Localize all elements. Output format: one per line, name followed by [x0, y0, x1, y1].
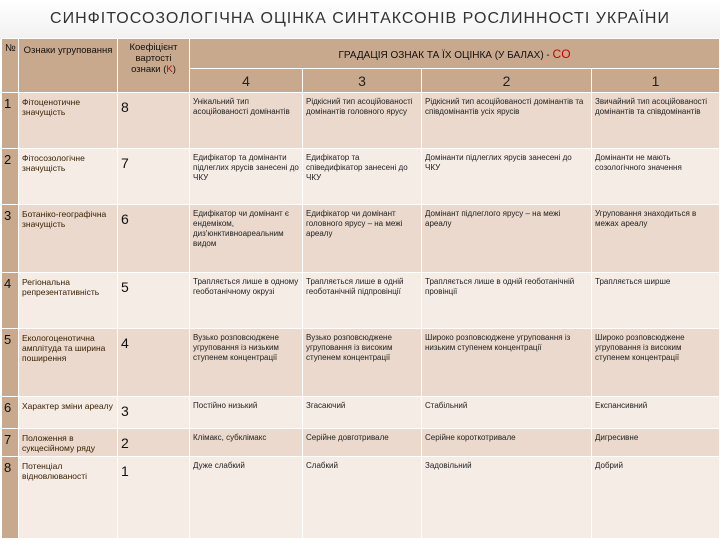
- row-coefficient: 3: [118, 397, 190, 429]
- row-score-4: Постійно низький: [190, 397, 303, 429]
- row-score-3: Рідкісний тип асоційованості домінантів головного ярусу: [303, 93, 422, 149]
- row-criterion: Потенціал відновлюваності: [19, 457, 118, 539]
- row-number: 5: [2, 329, 19, 397]
- table-row: [2, 397, 720, 429]
- row-score-3: Слабкий: [303, 457, 422, 539]
- table-row: [2, 329, 720, 397]
- row-score-1: Звичайний тип асоційованості домінантів та співдомінантів: [592, 93, 720, 149]
- row-score-3: Вузько розповсюджене угруповання із високим ступенем концентрації: [303, 329, 422, 397]
- row-criterion: Регіональна репрезентативність: [19, 273, 118, 329]
- score-header-1: 1: [592, 69, 720, 93]
- row-coefficient: 4: [118, 329, 190, 397]
- row-score-3: Згасаючий: [303, 397, 422, 429]
- row-score-1: Трапляється ширше: [592, 273, 720, 329]
- row-score-4: Едифікатор та домінанти підлеглих ярусів занесені до ЧКУ: [190, 149, 303, 205]
- row-criterion: Фітосозологічне значущість: [19, 149, 118, 205]
- table-row: [2, 93, 720, 149]
- header-coefficient-open: (: [163, 64, 167, 75]
- score-header-3: 3: [303, 69, 422, 93]
- row-score-4: Дуже слабкий: [190, 457, 303, 539]
- row-score-4: Едифікатор чи домінант є ендеміком, диз'юнктивноареальним видом: [190, 205, 303, 273]
- row-score-4: Вузько розповсюджене угруповання із низьким ступенем концентрації: [190, 329, 303, 397]
- row-number: 1: [2, 93, 19, 149]
- header-gradation: [190, 39, 720, 69]
- row-score-4: Клімакс, субклімакс: [190, 429, 303, 457]
- header-coefficient: [118, 39, 190, 93]
- row-number: 6: [2, 397, 19, 429]
- table-row: [2, 273, 720, 329]
- score-header-4: 4: [190, 69, 303, 93]
- row-score-1: Домінанти не мають созологічного значення: [592, 149, 720, 205]
- row-coefficient: 6: [118, 205, 190, 273]
- row-criterion: Характер зміни ареалу: [19, 397, 118, 429]
- row-coefficient: 7: [118, 149, 190, 205]
- table-row: [2, 205, 720, 273]
- row-number: 2: [2, 149, 19, 205]
- row-criterion: Екологоценотична амплітуда та ширина поширення: [19, 329, 118, 397]
- table-row: [2, 429, 720, 457]
- header-coefficient-text: Коефіцієнт вартості ознаки: [129, 42, 178, 75]
- row-score-1: Широко розповсюджене угруповання із високим ступенем концентрації: [592, 329, 720, 397]
- row-score-1: Добрий: [592, 457, 720, 539]
- row-criterion: Положення в сукцесійному ряду: [19, 429, 118, 457]
- score-header-2: 2: [422, 69, 592, 93]
- header-coefficient-k: K: [166, 64, 173, 75]
- header-row: [2, 39, 720, 69]
- row-number: 8: [2, 457, 19, 539]
- row-coefficient: 8: [118, 93, 190, 149]
- row-number: 7: [2, 429, 19, 457]
- row-score-1: Дигресивне: [592, 429, 720, 457]
- row-score-3: Едифікатор чи домінант головного ярусу – на межі ареалу: [303, 205, 422, 273]
- row-criterion: Фітоценотичне значущість: [19, 93, 118, 149]
- header-gradation-text: ГРАДАЦІЯ ОЗНАК ТА ЇХ ОЦІНКА (У БАЛАХ) -: [338, 49, 550, 61]
- row-score-2: Задовільний: [422, 457, 592, 539]
- row-score-2: Серійне короткотривале: [422, 429, 592, 457]
- row-score-2: Широко розповсюджене угруповання із низьким ступенем концентрації: [422, 329, 592, 397]
- row-criterion: Ботаніко-географічна значущість: [19, 205, 118, 273]
- evaluation-table: [1, 38, 720, 539]
- row-score-2: Домінанти підлеглих ярусів занесені до ЧКУ: [422, 149, 592, 205]
- row-score-2: Домінант підлеглого ярусу – на межі ареалу: [422, 205, 592, 273]
- header-gradation-code: CO: [552, 46, 571, 61]
- page-title: СИНФІТОСОЗОЛОГІЧНА ОЦІНКА СИНТАКСОНІВ РОСЛИННОСТІ УКРАЇНИ: [50, 10, 670, 27]
- row-score-2: Рідкісний тип асоційованості домінантів та співдомінантів усіх ярусів: [422, 93, 592, 149]
- row-score-2: Трапляється лише в одній геоботанічній провінції: [422, 273, 592, 329]
- row-number: 3: [2, 205, 19, 273]
- row-coefficient: 5: [118, 273, 190, 329]
- table-row: [2, 457, 720, 539]
- row-score-2: Стабільний: [422, 397, 592, 429]
- row-coefficient: 1: [118, 457, 190, 539]
- row-score-1: Експансивний: [592, 397, 720, 429]
- header-coefficient-close: ): [172, 64, 176, 75]
- header-criterion: Ознаки угруповання: [19, 39, 118, 93]
- row-number: 4: [2, 273, 19, 329]
- row-score-1: Угруповання знаходиться в межах ареалу: [592, 205, 720, 273]
- row-score-3: Серійне довготривале: [303, 429, 422, 457]
- table-row: [2, 149, 720, 205]
- row-score-4: Трапляється лише в одному геоботанічному окрузі: [190, 273, 303, 329]
- row-score-4: Унікальний тип асоційованості домінантів: [190, 93, 303, 149]
- row-score-3: Трапляється лише в одній геоботанічній підпровінції: [303, 273, 422, 329]
- header-num: №: [2, 39, 19, 93]
- row-coefficient: 2: [118, 429, 190, 457]
- row-score-3: Едифікатор та співедифікатор занесені до ЧКУ: [303, 149, 422, 205]
